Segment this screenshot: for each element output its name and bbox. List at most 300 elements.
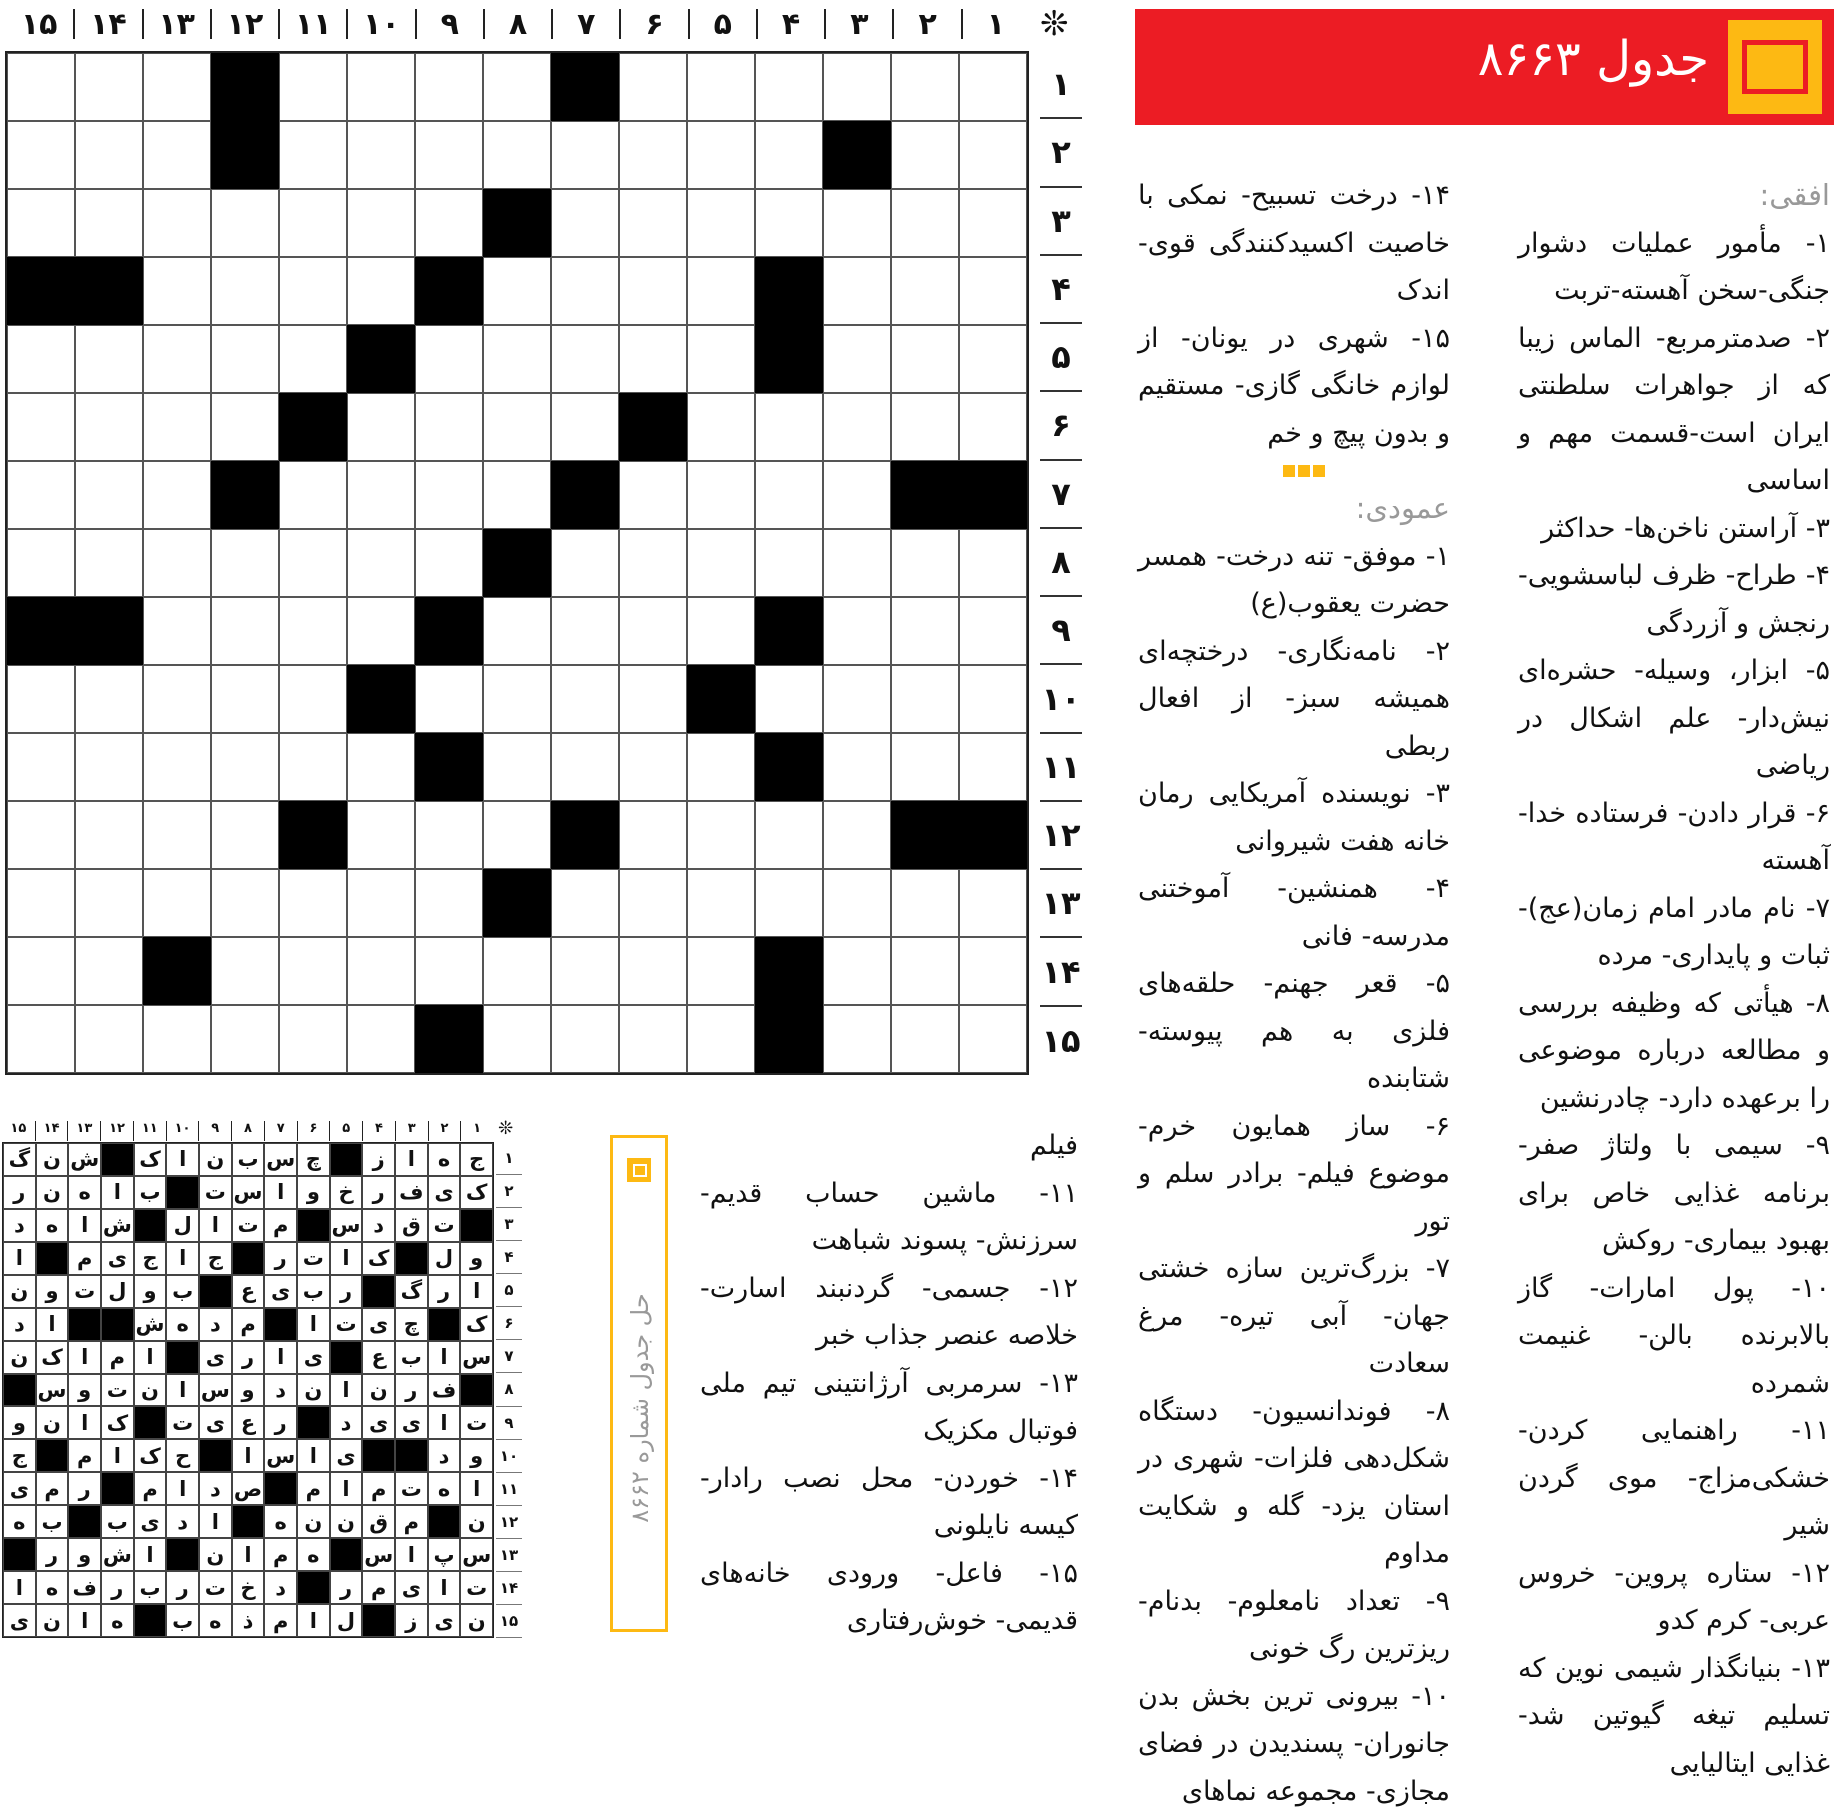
solution-cell: ی: [199, 1341, 232, 1374]
grid-cell: [75, 801, 143, 869]
solution-cell: ت: [101, 1374, 134, 1407]
grid-cell: [551, 665, 619, 733]
solution-cell: ا: [297, 1439, 330, 1472]
black-cell: [330, 1341, 363, 1374]
solution-column-numbers: [2, 1121, 493, 1141]
grid-cell: [279, 1005, 347, 1073]
grid-cell: [211, 189, 279, 257]
grid-cell: [75, 733, 143, 801]
solution-cell: ن: [3, 1341, 36, 1374]
column-number: ۶: [297, 1121, 330, 1141]
grid-cell: [959, 1005, 1027, 1073]
solution-cell: ت: [199, 1571, 232, 1604]
solution-cell: ف: [395, 1176, 428, 1209]
solution-cell: م: [362, 1571, 395, 1604]
grid-cell: [551, 189, 619, 257]
solution-cell: ب: [36, 1505, 69, 1538]
vertical-clue: ۴- همنشین- آموختنی مدرسه- فانی: [1138, 865, 1450, 960]
vertical-clue: ۵- قعر جهنم- حلقه‌های فلزی به هم پیوسته- شتابنده: [1138, 960, 1450, 1103]
black-cell: [460, 1209, 493, 1242]
vertical-clue: ۳- نویسنده آمریکایی رمان خانه هفت شیروانی: [1138, 770, 1450, 865]
grid-cell: [551, 257, 619, 325]
grid-cell: [959, 529, 1027, 597]
solution-cell: ل: [166, 1209, 199, 1242]
black-cell: [362, 1275, 395, 1308]
solution-cell: ک: [362, 1242, 395, 1275]
black-cell: [297, 1571, 330, 1604]
vertical-clue: ۱۳- سرمربی آرژانتینی تیم ملی فوتبال مکزیک: [700, 1360, 1078, 1455]
grid-cell: [755, 189, 823, 257]
grid-cell: [211, 529, 279, 597]
black-cell: [101, 1472, 134, 1505]
black-cell: [75, 257, 143, 325]
row-number: ۱۰: [1040, 665, 1082, 733]
grid-cell: [619, 53, 687, 121]
grid-cell: [687, 529, 755, 597]
grid-cell: [891, 733, 959, 801]
black-cell: [199, 1439, 232, 1472]
solution-cell: ر: [330, 1275, 363, 1308]
solution-cell: ا: [199, 1209, 232, 1242]
solution-cell: ر: [36, 1538, 69, 1571]
solution-cell: ه: [428, 1472, 461, 1505]
row-number: ۴: [496, 1241, 522, 1274]
grid-cell: [7, 461, 75, 529]
row-number: ۱۰: [496, 1440, 522, 1473]
grid-cell: [551, 733, 619, 801]
solution-cell: ا: [101, 1176, 134, 1209]
solution-cell: س: [362, 1538, 395, 1571]
solution-cell: ن: [362, 1374, 395, 1407]
solution-cell: ز: [362, 1143, 395, 1176]
black-cell: [75, 597, 143, 665]
black-cell: [891, 461, 959, 529]
solution-cell: س: [232, 1176, 265, 1209]
grid-cell: [483, 393, 551, 461]
black-cell: [755, 325, 823, 393]
solution-cell: ت: [428, 1209, 461, 1242]
grid-cell: [891, 121, 959, 189]
solution-cell: د: [199, 1308, 232, 1341]
solution-cell: ی: [101, 1242, 134, 1275]
grid-cell: [551, 597, 619, 665]
grid-cell: [755, 121, 823, 189]
grid-cell: [7, 529, 75, 597]
black-cell: [755, 257, 823, 325]
solution-cell: ف: [68, 1571, 101, 1604]
grid-cell: [143, 53, 211, 121]
column-number: ۳: [824, 9, 892, 39]
grid-cell: [143, 529, 211, 597]
row-number: ۲: [496, 1175, 522, 1208]
black-cell: [211, 121, 279, 189]
black-cell: [7, 257, 75, 325]
solution-cell: ر: [362, 1176, 395, 1209]
grid-cell: [279, 869, 347, 937]
grid-cell: [619, 1005, 687, 1073]
column-number: ۹: [415, 9, 483, 39]
grid-cell: [619, 257, 687, 325]
solution-cell: ر: [166, 1571, 199, 1604]
solution-cell: خ: [330, 1176, 363, 1209]
row-number: ۹: [1040, 597, 1082, 665]
solution-cell: ب: [232, 1143, 265, 1176]
black-cell: [687, 665, 755, 733]
solution-cell: و: [232, 1374, 265, 1407]
black-cell: [134, 1604, 167, 1637]
solution-cell: س: [264, 1143, 297, 1176]
solution-cell: ه: [36, 1571, 69, 1604]
horizontal-clues-column: [1518, 172, 1830, 1787]
vertical-clue: ۱۵- فاعل- ورودی خانه‌های قدیمی- خوش‌رفتاری: [700, 1550, 1078, 1645]
row-number: ۸: [496, 1373, 522, 1406]
column-number: ۱۰: [166, 1121, 199, 1141]
grid-cell: [823, 393, 891, 461]
row-number: ۳: [496, 1208, 522, 1241]
vertical-clue: ۱۰- بیرونی ترین بخش بدن جانوران- پسندیدن در فضای مجازی- مجموعه نماهای: [1138, 1673, 1450, 1815]
grid-cell: [687, 325, 755, 393]
grid-cell: [415, 461, 483, 529]
grid-cell: [143, 801, 211, 869]
grid-cell: [959, 121, 1027, 189]
grid-cell: [483, 597, 551, 665]
grid-cell: [483, 325, 551, 393]
black-cell: [279, 801, 347, 869]
solution-cell: ن: [460, 1505, 493, 1538]
column-number: ۴: [362, 1121, 395, 1141]
grid-cell: [347, 257, 415, 325]
row-number: ۱۱: [1040, 734, 1082, 802]
separator-dots: [1138, 465, 1325, 477]
solution-cell: م: [264, 1538, 297, 1571]
grid-cell: [823, 257, 891, 325]
grid-cell: [7, 53, 75, 121]
grid-cell: [211, 393, 279, 461]
grid-cell: [211, 325, 279, 393]
row-number: ۱۵: [496, 1605, 522, 1638]
black-cell: [279, 393, 347, 461]
solution-cell: ج: [199, 1242, 232, 1275]
row-number: ۱۱: [496, 1473, 522, 1506]
grid-cell: [959, 597, 1027, 665]
solution-cell: ا: [460, 1472, 493, 1505]
row-numbers: [1040, 51, 1082, 1075]
solution-cell: ر: [264, 1406, 297, 1439]
grid-cell: [7, 393, 75, 461]
black-cell: [823, 121, 891, 189]
solution-cell: ا: [395, 1538, 428, 1571]
grid-cell: [279, 257, 347, 325]
grid-cell: [279, 937, 347, 1005]
row-number: ۳: [1040, 188, 1082, 256]
black-cell: [101, 1308, 134, 1341]
solution-cell: ف: [428, 1374, 461, 1407]
column-number: ۵: [329, 1121, 362, 1141]
solution-cell: ن: [36, 1143, 69, 1176]
solution-cell: ر: [101, 1571, 134, 1604]
grid-cell: [551, 529, 619, 597]
solution-cell: ش: [134, 1308, 167, 1341]
horizontal-clue: ۵- ابزار، وسیله- حشره‌ای نیش‌دار- علم اشکال در ریاضی: [1518, 647, 1830, 790]
black-cell: [755, 597, 823, 665]
solution-cell: ق: [395, 1209, 428, 1242]
solution-cell: ر: [68, 1472, 101, 1505]
grid-cell: [347, 801, 415, 869]
vertical-clue: ۱۱- ماشین حساب قدیم- سرزنش- پسوند شباهت: [700, 1170, 1078, 1265]
grid-cell: [483, 257, 551, 325]
black-cell: [428, 1505, 461, 1538]
horizontal-clue: ۶- قرار دادن- فرستاده خدا- آهسته: [1518, 790, 1830, 885]
solution-cell: ا: [395, 1143, 428, 1176]
grid-cell: [279, 665, 347, 733]
grid-cell: [211, 937, 279, 1005]
grid-cell: [959, 733, 1027, 801]
black-cell: [395, 1242, 428, 1275]
grid-cell: [279, 461, 347, 529]
solution-cell: ش: [68, 1143, 101, 1176]
grid-cell: [7, 665, 75, 733]
black-cell: [211, 461, 279, 529]
black-cell: [959, 461, 1027, 529]
row-number: ۶: [1040, 392, 1082, 460]
grid-cell: [75, 665, 143, 733]
column-number: ۱۲: [100, 1121, 133, 1141]
grid-cell: [891, 1005, 959, 1073]
solution-cell: ر: [3, 1176, 36, 1209]
solution-cell: ا: [134, 1538, 167, 1571]
black-cell: [755, 1005, 823, 1073]
vertical-clue: ۷- بزرگ‌ترین سازه خشتی جهان- آبی تیره- مرغ سعادت: [1138, 1245, 1450, 1388]
column-number: ۴: [756, 9, 824, 39]
solution-cell: ج: [134, 1242, 167, 1275]
grid-cell: [347, 53, 415, 121]
grid-cell: [347, 937, 415, 1005]
column-number: ۵: [688, 9, 756, 39]
grid-cell: [347, 393, 415, 461]
solution-cell: ا: [330, 1472, 363, 1505]
grid-cell: [551, 325, 619, 393]
solution-cell: ش: [101, 1538, 134, 1571]
grid-cell: [279, 189, 347, 257]
grid-cell: [75, 53, 143, 121]
puzzle-header: [1135, 9, 1834, 125]
solution-cell: ی: [428, 1176, 461, 1209]
grid-cell: [415, 53, 483, 121]
black-cell: [483, 529, 551, 597]
horizontal-clue: ۳- آراستن ناخن‌ها- حداکثر: [1518, 505, 1830, 553]
solution-cell: ه: [101, 1604, 134, 1637]
column-number: ۱: [460, 1121, 493, 1141]
solution-cell: ه: [3, 1505, 36, 1538]
grid-cell: [823, 325, 891, 393]
solution-cell: ع: [232, 1406, 265, 1439]
solution-cell: م: [36, 1472, 69, 1505]
grid-cell: [619, 325, 687, 393]
black-cell: [232, 1242, 265, 1275]
solution-cell: د: [428, 1439, 461, 1472]
grid-cell: [143, 121, 211, 189]
corner-arrow-icon: [627, 1158, 651, 1182]
vertical-heading: عمودی:: [1138, 485, 1450, 533]
solution-cell: م: [134, 1472, 167, 1505]
grid-cell: [619, 189, 687, 257]
solution-cell: پ: [428, 1538, 461, 1571]
grid-cell: [551, 869, 619, 937]
solution-cell: ص: [232, 1472, 265, 1505]
grid-cell: [75, 529, 143, 597]
solution-cell: و: [36, 1275, 69, 1308]
black-cell: [330, 1538, 363, 1571]
column-number: ۲: [892, 9, 960, 39]
solution-cell: ی: [395, 1571, 428, 1604]
grid-cell: [823, 597, 891, 665]
black-cell: [166, 1341, 199, 1374]
solution-cell: ا: [36, 1308, 69, 1341]
grid-cell: [687, 733, 755, 801]
solution-cell: ت: [166, 1406, 199, 1439]
grid-cell: [347, 869, 415, 937]
row-number: ۸: [1040, 529, 1082, 597]
grid-cell: [347, 189, 415, 257]
solution-cell: ی: [3, 1472, 36, 1505]
solution-cell: ا: [68, 1341, 101, 1374]
black-cell: [362, 1604, 395, 1637]
solution-cell: ی: [199, 1406, 232, 1439]
column-numbers: [5, 0, 1029, 48]
row-number: ۱۳: [1040, 870, 1082, 938]
grid-cell: [7, 801, 75, 869]
black-cell: [330, 1143, 363, 1176]
solution-cell: م: [264, 1209, 297, 1242]
black-cell: [68, 1308, 101, 1341]
crossword-grid: [5, 51, 1029, 1075]
grid-cell: [7, 869, 75, 937]
black-cell: [134, 1406, 167, 1439]
grid-cell: [211, 869, 279, 937]
grid-cell: [959, 325, 1027, 393]
grid-cell: [415, 121, 483, 189]
solution-cell: ر: [395, 1374, 428, 1407]
solution-cell: ق: [362, 1505, 395, 1538]
grid-cell: [143, 869, 211, 937]
horizontal-clue: ۴- طراح- ظرف لباسشویی- رنجش و آزردگی: [1518, 552, 1830, 647]
grid-cell: [619, 597, 687, 665]
solution-cell: م: [362, 1472, 395, 1505]
black-cell: [551, 53, 619, 121]
row-number: ۱۲: [496, 1506, 522, 1539]
grid-cell: [483, 937, 551, 1005]
black-cell: [460, 1374, 493, 1407]
grid-cell: [483, 733, 551, 801]
vertical-clue: ۱- موفق- تنه درخت- همسر حضرت یعقوب(ع): [1138, 533, 1450, 628]
solution-cell: ب: [395, 1341, 428, 1374]
black-cell: [7, 597, 75, 665]
grid-cell: [959, 869, 1027, 937]
grid-cell: [823, 53, 891, 121]
grid-cell: [619, 733, 687, 801]
solution-cell: م: [232, 1308, 265, 1341]
solution-cell: م: [297, 1472, 330, 1505]
solution-cell: ک: [36, 1341, 69, 1374]
solution-cell: ن: [330, 1505, 363, 1538]
solution-cell: ذ: [232, 1604, 265, 1637]
grid-cell: [959, 189, 1027, 257]
grid-cell: [75, 869, 143, 937]
solution-cell: ر: [330, 1571, 363, 1604]
black-cell: [415, 733, 483, 801]
vertical-clue: ۱۲- جسمی- گردنبند اسارت- خلاصه عنصر جذاب خبر: [700, 1265, 1078, 1360]
solution-cell: ع: [362, 1341, 395, 1374]
column-number: ۶: [619, 9, 687, 39]
solution-cell: ش: [101, 1209, 134, 1242]
grid-cell: [347, 597, 415, 665]
horizontal-clue: ۱۳- بنیانگذار شیمی نوین که تسلیم تیغه گیوتین شد- غذایی ایتالیایی: [1518, 1645, 1830, 1788]
solution-cell: خ: [232, 1571, 265, 1604]
black-cell: [415, 1005, 483, 1073]
solution-cell: ل: [330, 1604, 363, 1637]
grid-cell: [551, 1005, 619, 1073]
grid-cell: [823, 733, 891, 801]
solution-cell: ت: [330, 1308, 363, 1341]
black-cell: [134, 1209, 167, 1242]
solution-cell: ی: [428, 1604, 461, 1637]
solution-label: حل جدول شماره ۸۶۶۲: [626, 1293, 654, 1522]
row-number: ۵: [496, 1274, 522, 1307]
grid-cell: [687, 461, 755, 529]
row-number: ۹: [496, 1407, 522, 1440]
solution-cell: ک: [134, 1439, 167, 1472]
grid-cell: [483, 461, 551, 529]
black-cell: [36, 1242, 69, 1275]
solution-cell: ه: [166, 1308, 199, 1341]
solution-cell: ل: [101, 1275, 134, 1308]
solution-cell: د: [166, 1505, 199, 1538]
row-number: ۶: [496, 1307, 522, 1340]
vertical-clue: ۸- فوندانسیون- دستگاه شکل‌دهی فلزات- شهری در استان یزد- گله و شکایت مداوم: [1138, 1388, 1450, 1578]
puzzle-title: جدول ۸۶۶۳: [1478, 31, 1709, 87]
solution-cell: م: [68, 1439, 101, 1472]
grid-cell: [279, 325, 347, 393]
solution-cell: م: [68, 1242, 101, 1275]
solution-cell: ر: [264, 1242, 297, 1275]
grid-cell: [687, 53, 755, 121]
column-number: ۹: [198, 1121, 231, 1141]
solution-cell: ت: [297, 1242, 330, 1275]
solution-cell: د: [3, 1308, 36, 1341]
row-number: ۱: [1040, 51, 1082, 119]
column-number: ۱۴: [73, 9, 141, 39]
solution-cell: ج: [460, 1143, 493, 1176]
grid-cell: [755, 869, 823, 937]
solution-cell: ا: [428, 1341, 461, 1374]
grid-cell: [211, 257, 279, 325]
grid-cell: [7, 325, 75, 393]
row-number: ۱۴: [1040, 938, 1082, 1006]
solution-cell: ع: [232, 1275, 265, 1308]
solution-label-box: [610, 1135, 668, 1632]
solution-cell: د: [264, 1374, 297, 1407]
solution-cell: و: [297, 1176, 330, 1209]
grid-cell: [891, 597, 959, 665]
black-cell: [166, 1538, 199, 1571]
horizontal-clue: ۱۵- شهری در یونان- از لوازم خانگی گازی- مستقیم و بدون پیچ و خم: [1138, 315, 1450, 458]
horizontal-clue: ۹- سیمی با ولتاژ صفر- برنامه غذایی خاص برای بهبود بیماری- روکش: [1518, 1122, 1830, 1265]
grid-cell: [143, 597, 211, 665]
grid-cell: [755, 461, 823, 529]
row-number: ۷: [496, 1340, 522, 1373]
grid-cell: [279, 53, 347, 121]
row-number: ۷: [1040, 461, 1082, 529]
